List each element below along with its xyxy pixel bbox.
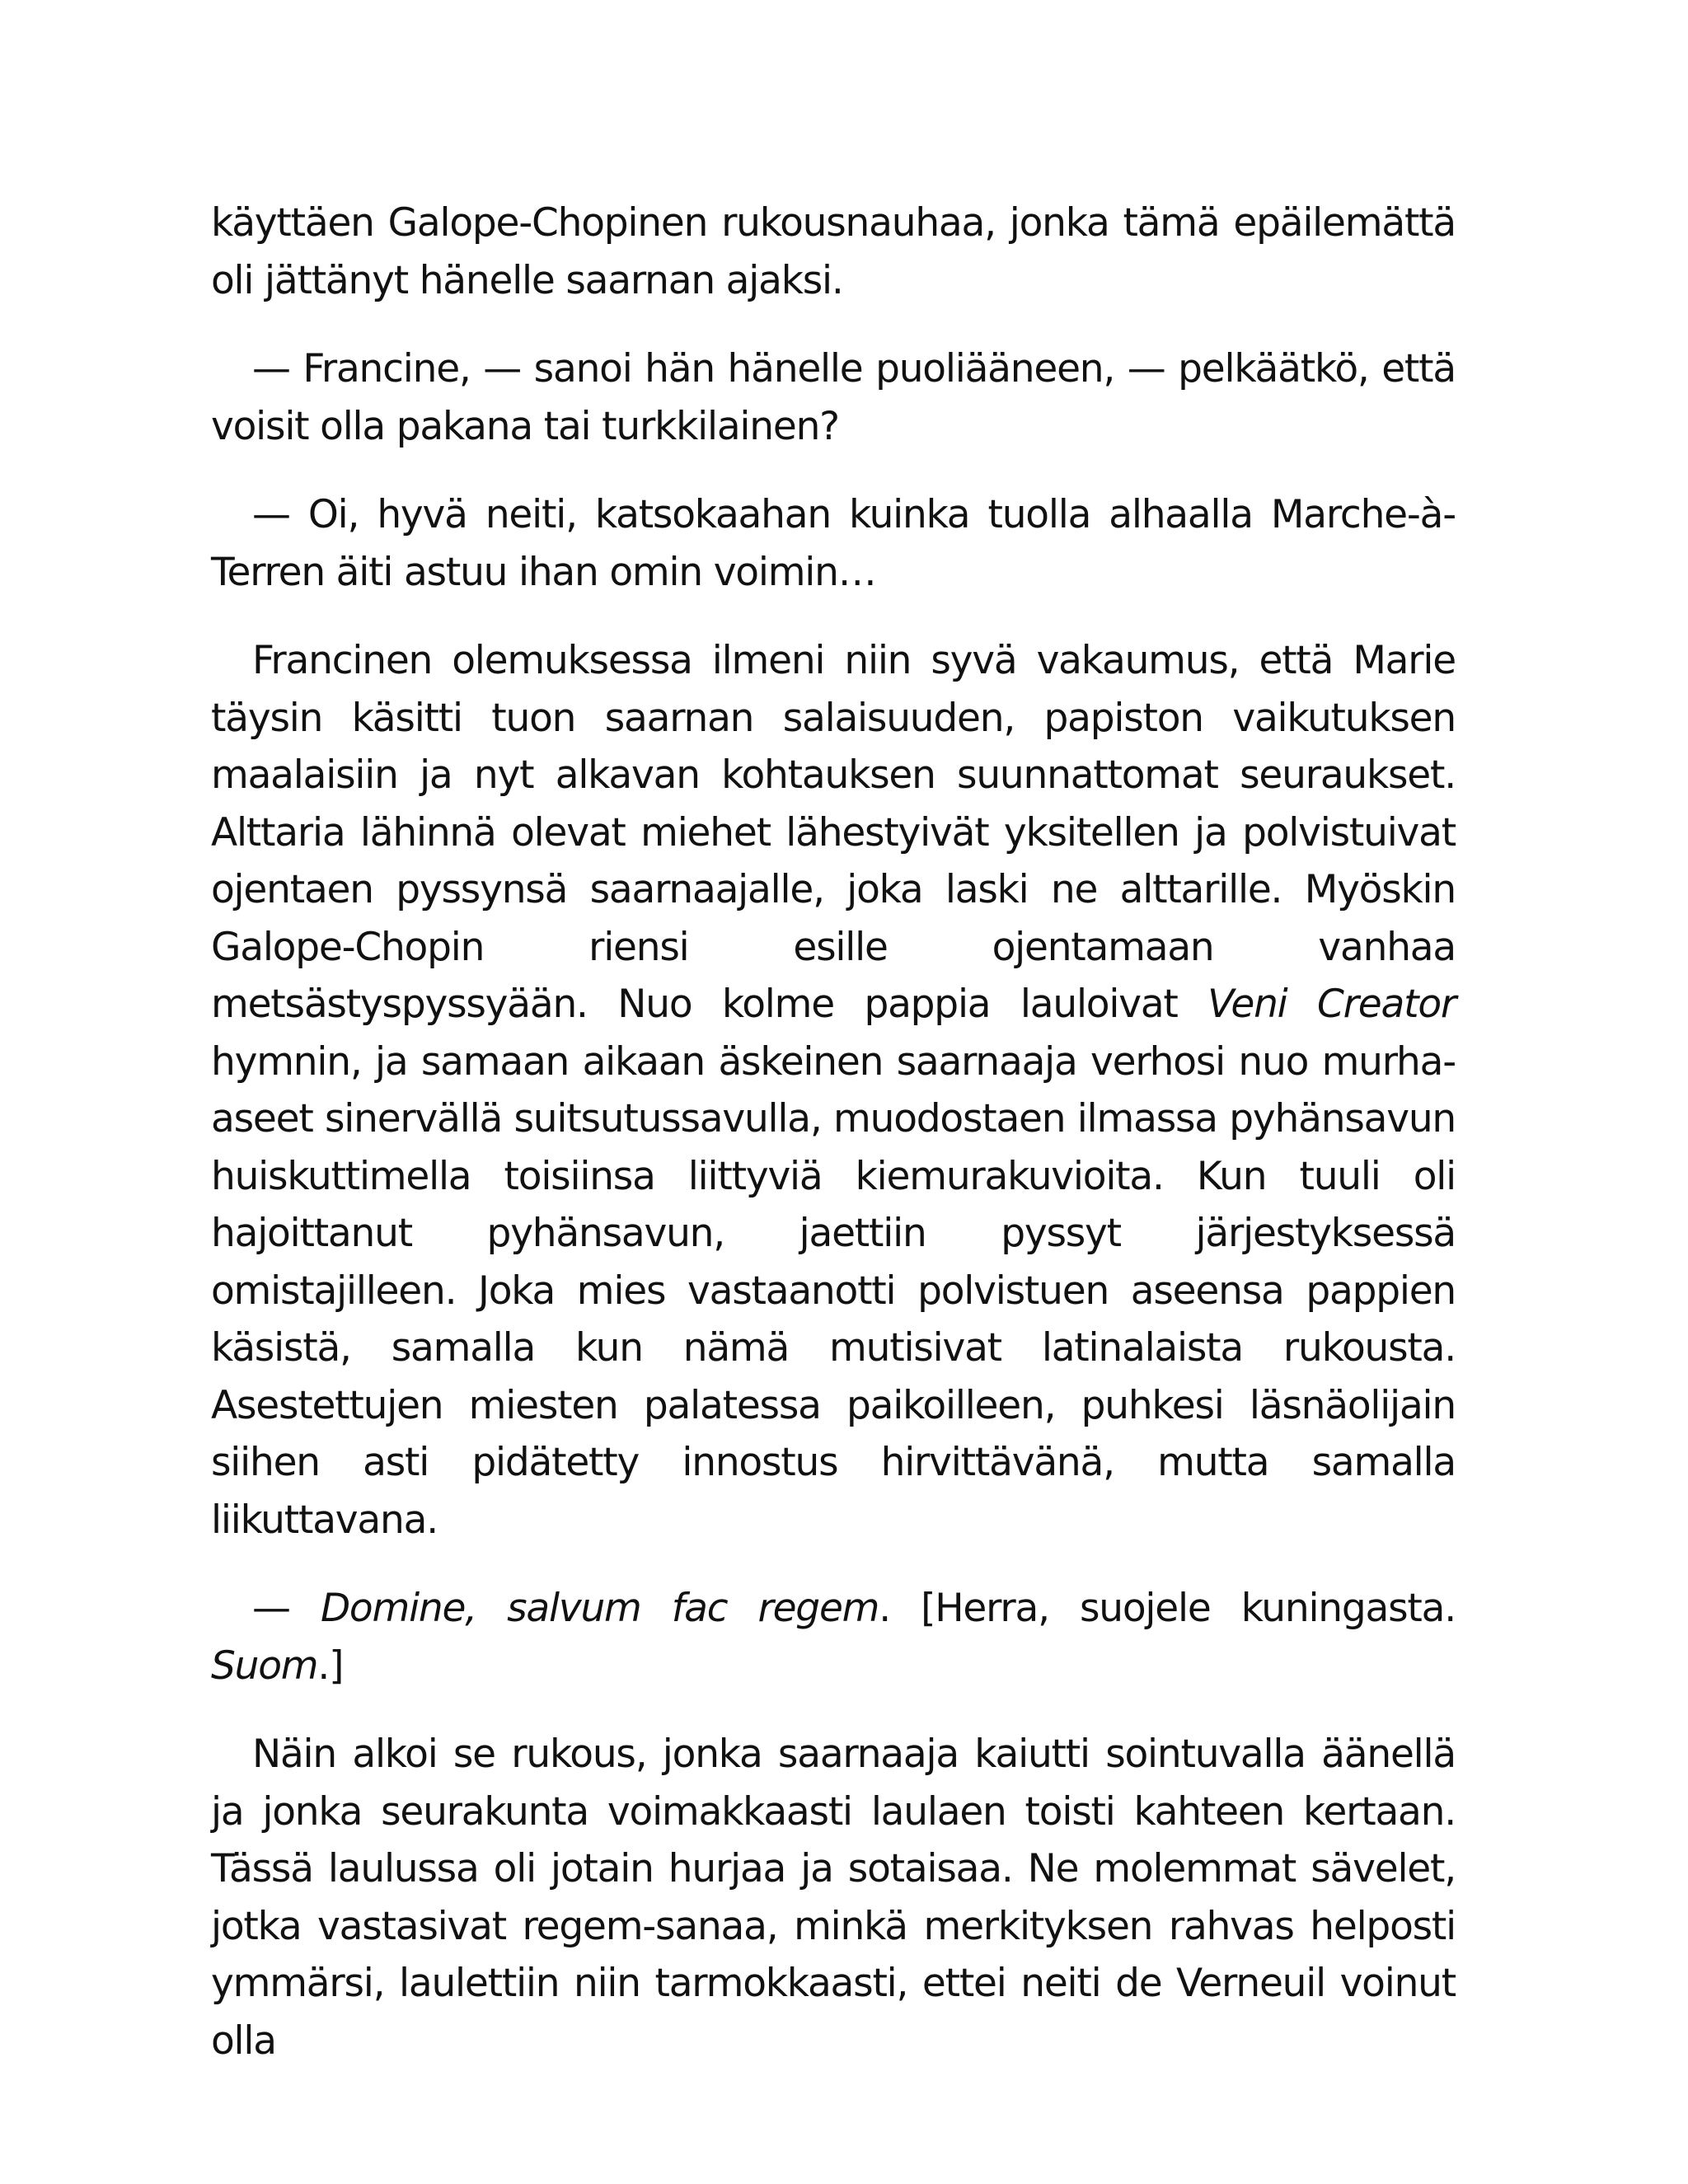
paragraph-text: — Francine, — sanoi hän hänelle puoliääneen, — pelkäätkö, että voisit olla pakana tai turkkilainen?: [211, 346, 1456, 449]
hymn-title: Veni Creator: [1207, 982, 1456, 1027]
latin-prayer: Domine, salvum fac regem: [320, 1586, 879, 1631]
dialogue-paragraph-marie: [211, 340, 1456, 455]
dialogue-dash: —: [252, 1586, 321, 1631]
narrative-paragraph-end: [211, 1726, 1456, 2069]
paragraph-text: Näin alkoi se rukous, jonka saarnaaja kaiutti sointuvalla äänellä ja jonka seurakunta voimakkaasti laulaen toisti kahteen kertaan. Tässä laulussa oli jotain hurjaa ja sotaisaa. Ne molemmat sävelet, jotka vastasivat regem-sanaa, minkä merkityksen rahvas helposti ymmärsi, laulettiin niin tarmokkaasti, ettei neiti de Verneuil voinut olla: [211, 1732, 1456, 2064]
dialogue-paragraph-francine: [211, 486, 1456, 601]
narrative-paragraph: [211, 632, 1456, 1549]
translation-note: . [Herra, suojele kuningasta.: [879, 1586, 1456, 1631]
translator-abbreviation: Suom: [211, 1643, 318, 1689]
latin-prayer-paragraph: [211, 1580, 1456, 1694]
paragraph-text: hymnin, ja samaan aikaan äskeinen saarnaaja verhosi nuo murha-aseet sinervällä suitsutussavulla, muodostaen ilmassa pyhänsavun huiskuttimella toisiinsa liittyviä kiemurakuvioita. Kun tuuli oli hajoittanut pyhänsavun, jaettiin pyssyt järjestyksessä omistajilleen. Joka mies vastaanotti polvistuen aseensa pappien käsistä, samalla kun nämä mutisivat latinalaista rukousta. Asestettujen miesten palatessa paikoilleen, puhkesi läsnäolijain siihen asti pidätetty innostus hirvittävänä, mutta samalla liikuttavana.: [211, 1038, 1456, 1543]
paragraph-text: — Oi, hyvä neiti, katsokaahan kuinka tuolla alhaalla Marche-à-Terren äiti astuu ihan omin voimin…: [211, 492, 1456, 595]
paragraph-text: Francinen olemuksessa ilmeni niin syvä vakaumus, että Marie täysin käsitti tuon saarnan salaisuuden, papiston vaikutuksen maalaisiin ja nyt alkavan kohtauksen suunnattomat seuraukset. Alttaria lähinnä olevat miehet lähestyivät yksitellen ja polvistuivat ojentaen pyssynsä saarnaajalle, joka laski ne alttarille. Myöskin Galope-Chopin riensi esille ojentamaan vanhaa metsästyspyssyään. Nuo kolme pappia lauloivat: [211, 638, 1456, 1027]
paragraph-text: käyttäen Galope-Chopinen rukousnauhaa, jonka tämä epäilemättä oli jättänyt hänelle saarnan ajaksi.: [211, 200, 1456, 303]
note-close: .]: [317, 1643, 344, 1689]
paragraph-continuation: [211, 194, 1456, 309]
book-page: [211, 194, 1456, 2101]
